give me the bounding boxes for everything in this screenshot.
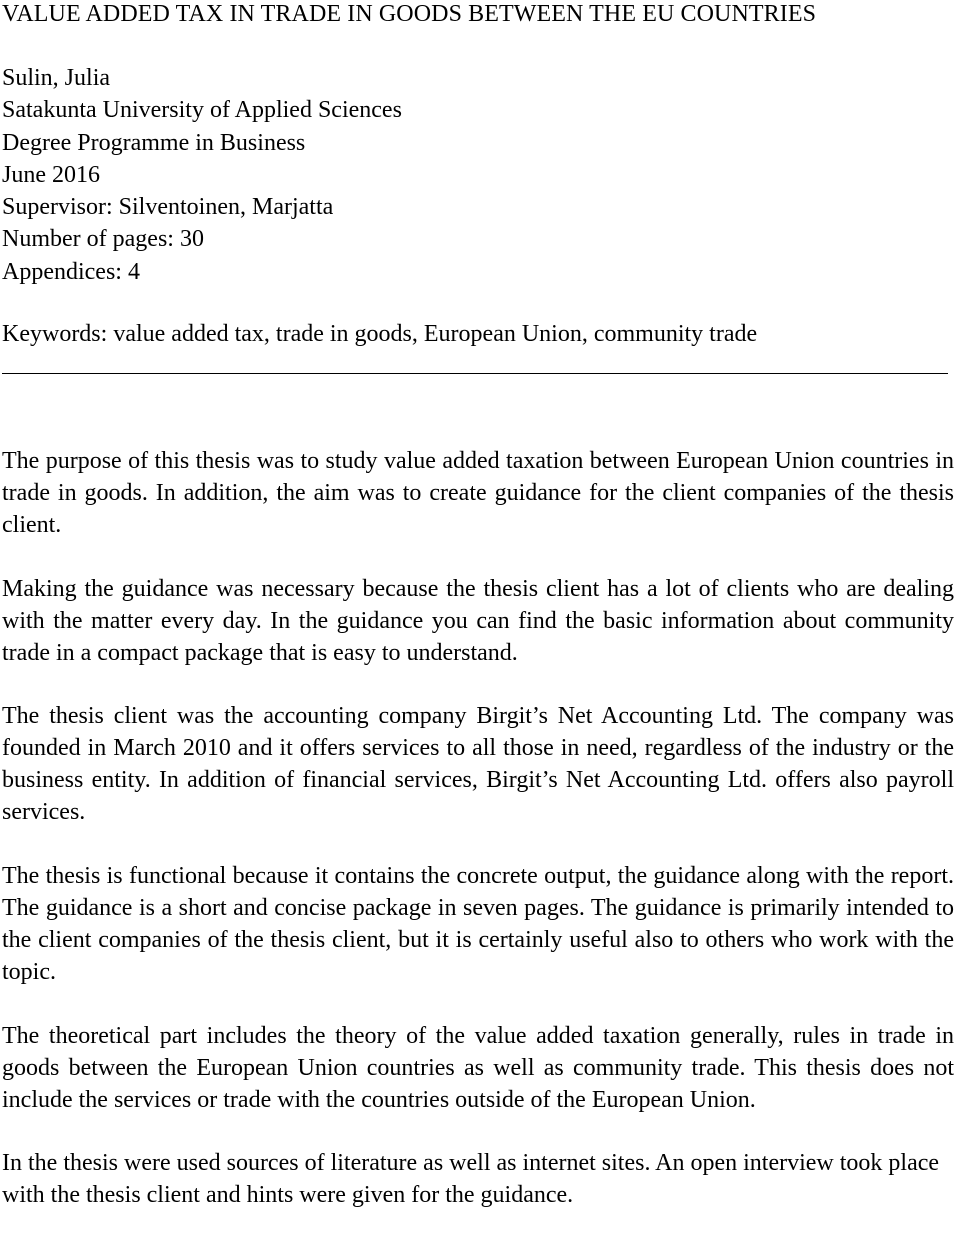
paragraph-sources: In the thesis were used sources of literature as well as internet sites. An open interview took place with the thesis client and hints were given for the guidance.	[2, 1150, 940, 1209]
document-title: VALUE ADDED TAX IN TRADE IN GOODS BETWEEN THE EU COUNTRIES	[2, 1, 817, 27]
paragraph-functional: The thesis is functional because it contains the concrete output, the guidance along with the report. The guidance is a short and concise package in seven pages. The guidance is primarily intended to the client companies of the thesis client, but it is certainly useful also to others who work with the topic.	[2, 863, 954, 985]
degree-programme: Degree Programme in Business	[2, 129, 306, 156]
divider-line	[2, 373, 948, 374]
university: Satakunta University of Applied Sciences	[2, 97, 402, 124]
appendices: Appendices: 4	[2, 258, 140, 285]
abstract-body	[2, 446, 954, 1244]
paragraph-client: The thesis client was the accounting company Birgit’s Net Accounting Ltd. The company was founded in March 2010 and it offers services to all those in need, regardless of the industry or the business entity. In addition of financial services, Birgit’s Net Accounting Ltd. offers also payroll services.	[2, 703, 954, 826]
keywords: Keywords: value added tax, trade in goods, European Union, community trade	[2, 321, 758, 347]
paragraph-guidance: Making the guidance was necessary because the thesis client has a lot of clients who are dealing with the matter every day. In the guidance you can find the basic information about community trade in a compact package that is easy to understand.	[2, 575, 954, 666]
author-name: Sulin, Julia	[2, 65, 111, 91]
date: June 2016	[2, 161, 100, 188]
page-count: Number of pages: 30	[2, 226, 204, 253]
paragraph-purpose: The purpose of this thesis was to study value added taxation between European Union countries in trade in goods. In addition, the aim was to create guidance for the client companies of the thesis client.	[2, 448, 954, 538]
author-info	[2, 62, 402, 288]
supervisor: Supervisor: Silventoinen, Marjatta	[2, 194, 334, 221]
paragraph-theory: The theoretical part includes the theory of the value added taxation generally, rules in trade in goods between the European Union countries as well as community trade. This thesis does not include the services or trade with the countries outside of the European Union.	[2, 1022, 954, 1113]
